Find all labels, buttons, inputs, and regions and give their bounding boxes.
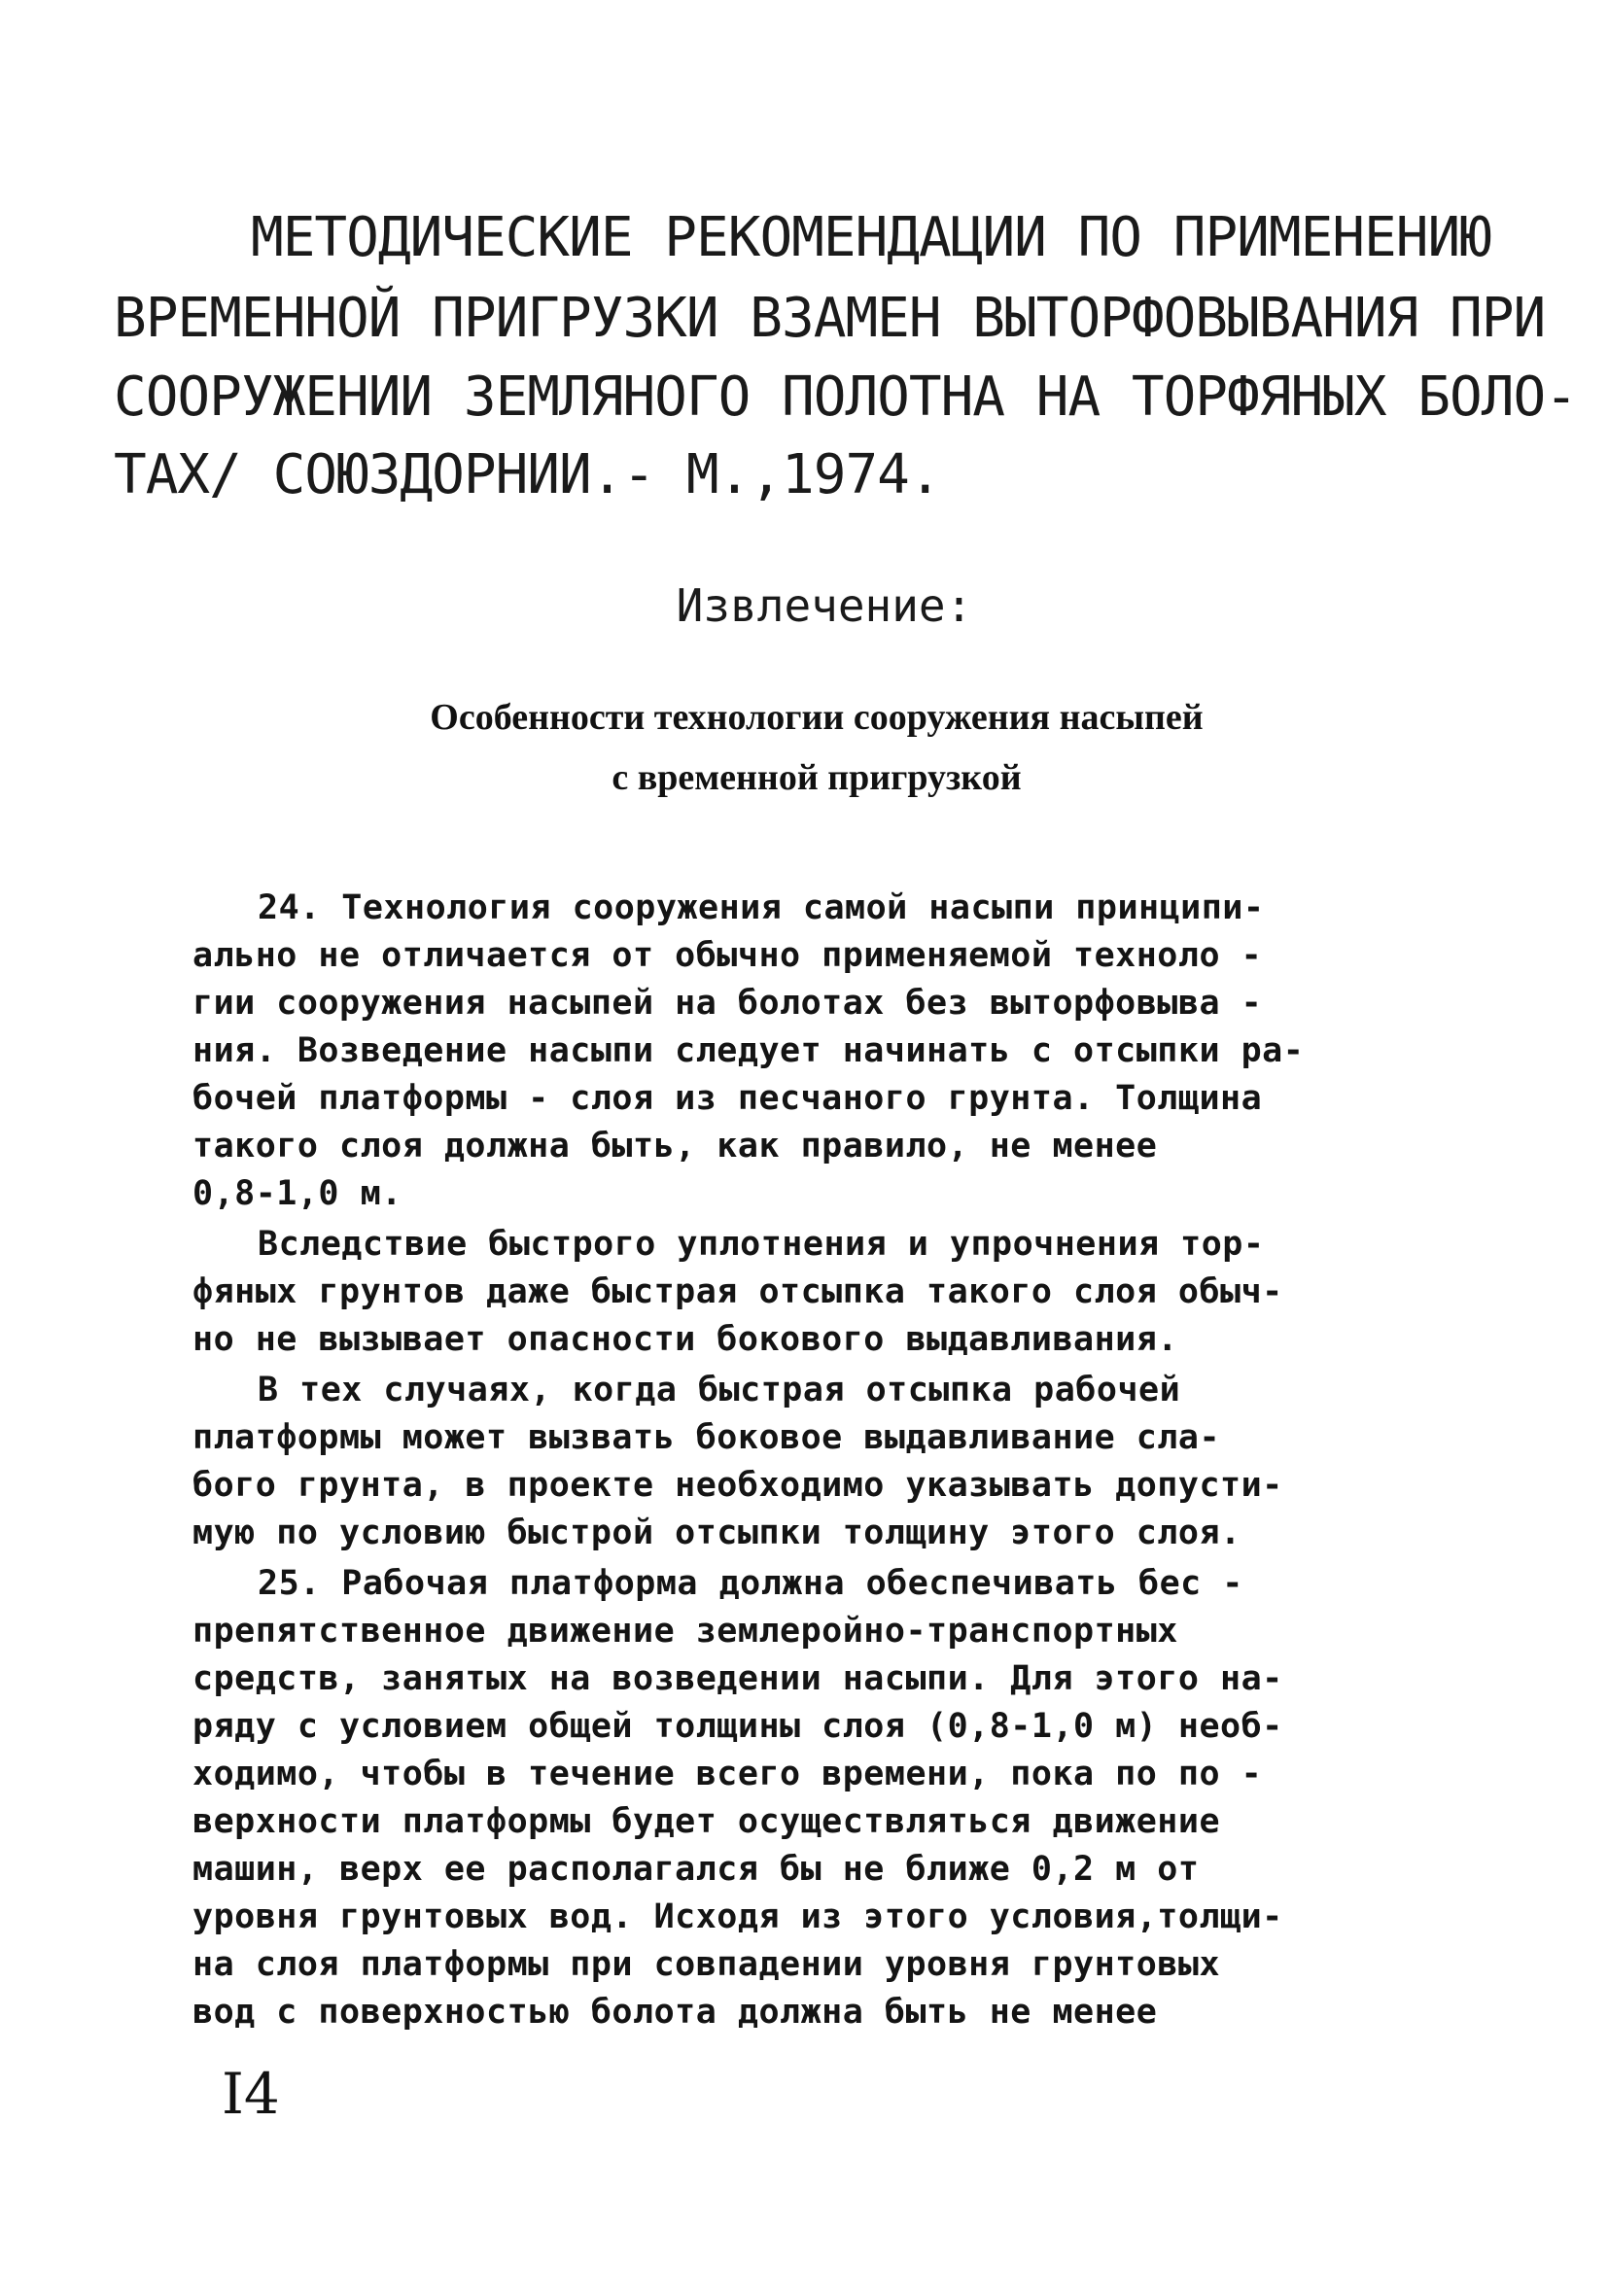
body-line: такого слоя должна быть, как правило, не менее (192, 1127, 1158, 1165)
body-line: машин, верх ее располагался бы не ближе 0,2 м от (192, 1850, 1200, 1889)
body-line: уровня грунтовых вод. Исходя из этого условия,толщи- (192, 1897, 1283, 1936)
body-line: на слоя платформы при совпадении уровня грунтовых (192, 1945, 1221, 1984)
paragraph-25-start: 25. Рабочая платформа должна обеспечивать бес - (258, 1564, 1243, 1603)
source-line: ТАХ/ СОЮЗДОРНИИ.- М.,1974. (114, 443, 941, 506)
body-line: верхности платформы будет осуществляться движение (192, 1802, 1221, 1841)
body-line: гии сооружения насыпей на болотах без выторфовыва - (192, 984, 1263, 1023)
source-line: ВРЕМЕННОЙ ПРИГРУЗКИ ВЗАМЕН ВЫТОРФОВЫВАНИЯ ПРИ (114, 287, 1546, 350)
paragraph-24-start: 24. Технология сооружения самой насыпи принципи- (258, 888, 1265, 927)
body-line: платформы может вызвать боковое выдавливание сла- (192, 1418, 1221, 1457)
body-line: ния. Возведение насыпи следует начинать с отсыпки ра- (192, 1031, 1305, 1070)
paragraph-start: Вследствие быстрого уплотнения и упрочнения тор- (258, 1225, 1265, 1264)
body-line: мую по условию быстрой отсыпки толщину этого слоя. (192, 1513, 1241, 1552)
extract-label: Извлечение: (676, 579, 973, 632)
body-line: ально не отличается от обычно применяемой техноло - (192, 936, 1263, 975)
body-line: вод с поверхностью болота должна быть не менее (192, 1993, 1158, 2032)
source-line: СООРУЖЕНИИ ЗЕМЛЯНОГО ПОЛОТНА НА ТОРФЯНЫХ БОЛО- (114, 365, 1577, 429)
body-line: ряду с условием общей толщины слоя (0,8-1,0 м) необ- (192, 1707, 1283, 1746)
source-line: МЕТОДИЧЕСКИЕ РЕКОМЕНДАЦИИ ПО ПРИМЕНЕНИЮ (251, 206, 1491, 269)
section-heading-line: с временной пригрузкой (612, 757, 1022, 798)
body-line: но не вызывает опасности бокового выдавливания. (192, 1320, 1178, 1359)
body-line: препятственное движение землеройно-транспортных (192, 1612, 1178, 1651)
page-number: I4 (222, 2061, 280, 2127)
body-line: ходимо, чтобы в течение всего времени, пока по по - (192, 1755, 1263, 1793)
section-heading-line: Особенности технологии сооружения насыпей (430, 697, 1204, 738)
paragraph-start: В тех случаях, когда быстрая отсыпка рабочей (258, 1371, 1181, 1409)
body-line: бого грунта, в проекте необходимо указывать допусти- (192, 1466, 1283, 1505)
body-line: бочей платформы - слоя из песчаного грунта. Толщина (192, 1079, 1263, 1118)
body-line: средств, занятых на возведении насыпи. Для этого на- (192, 1659, 1283, 1698)
body-line: фяных грунтов даже быстрая отсыпка такого слоя обыч- (192, 1272, 1283, 1311)
body-line: 0,8-1,0 м. (192, 1174, 402, 1213)
